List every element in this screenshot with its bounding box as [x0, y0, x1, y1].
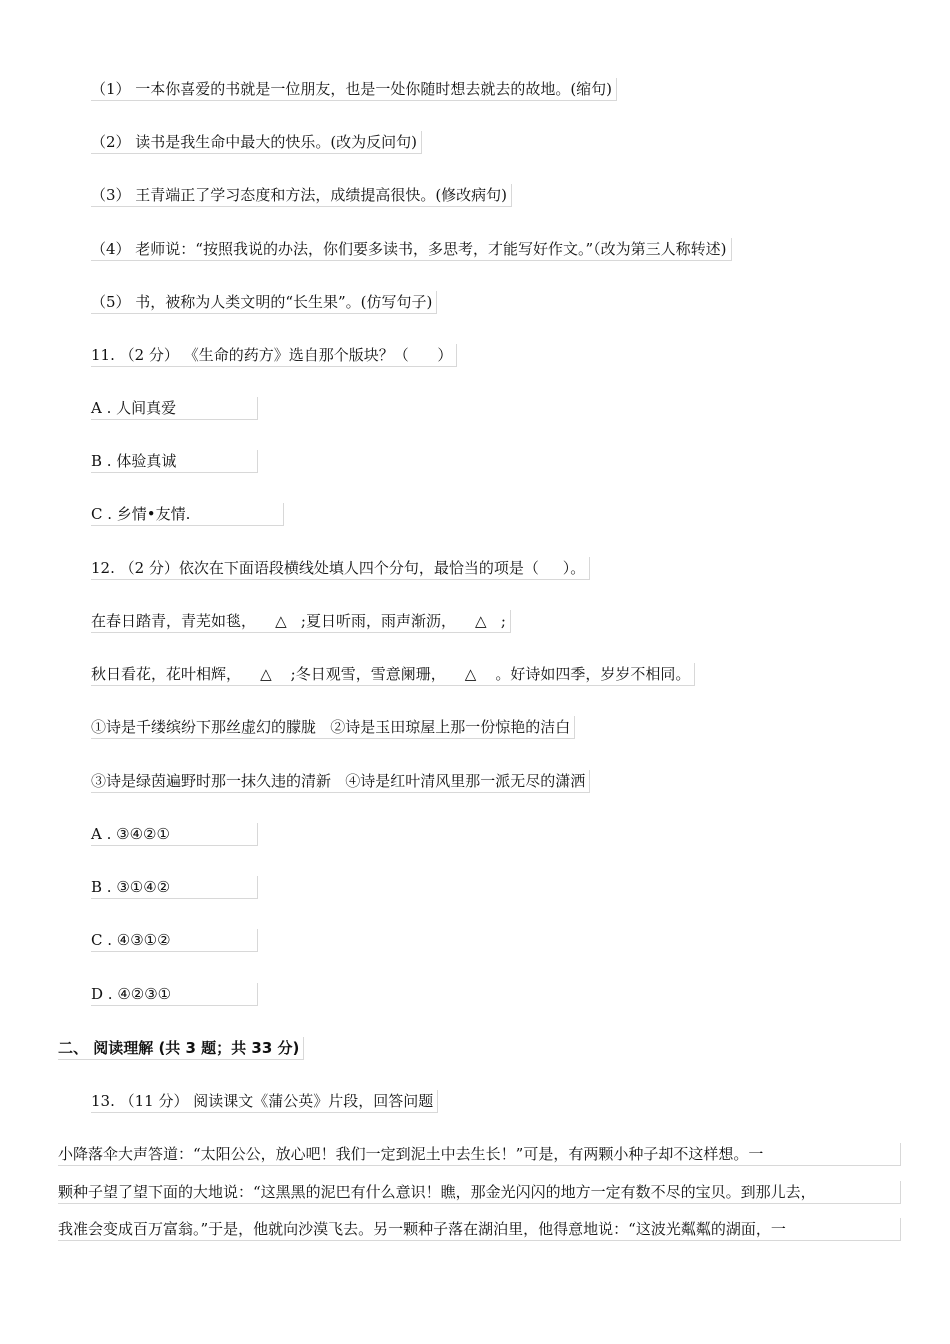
q13-paragraph-line-3: 我准会变成百万富翁。”于是，他就向沙漠飞去。另一颗种子落在湖泊里，他得意地说：“这波光粼粼的湖面，一	[58, 1218, 901, 1241]
q12-option-b[interactable]: B . ③①④②	[91, 876, 258, 899]
q10-item-5: （5） 书，被称为人类文明的“长生果”。(仿写句子)	[91, 291, 437, 314]
q12-stem: 12. （2 分）依次在下面语段横线处填人四个分句，最恰当的项是（ ）。	[91, 557, 590, 580]
q13-paragraph-line-1: 小降落伞大声答道：“太阳公公，放心吧！我们一定到泥土中去生长！”可是，有两颗小种子却不这样想。一	[58, 1143, 901, 1166]
q11-stem: 11. （2 分） 《生命的药方》选自那个版块？（ ）	[91, 344, 457, 367]
q13-stem: 13. （11 分） 阅读课文《蒲公英》片段，回答问题	[91, 1090, 438, 1113]
q11-option-c[interactable]: C . 乡情•友情.	[91, 503, 284, 526]
q11-option-a[interactable]: A . 人间真爱	[91, 397, 258, 420]
q12-clauses-line-1: ①诗是千缕缤纷下那丝虚幻的朦胧 ②诗是玉田琼屋上那一份惊艳的洁白	[91, 716, 575, 739]
q12-clauses-line-2: ③诗是绿茵遍野时那一抹久违的清新 ④诗是红叶清风里那一派无尽的潇洒	[91, 770, 590, 793]
q12-option-c[interactable]: C . ④③①②	[91, 929, 258, 952]
q13-paragraph-line-2: 颗种子望了望下面的大地说：“这黑黑的泥巴有什么意识！瞧，那金光闪闪的地方一定有数不尽的宝贝。到那儿去，	[58, 1181, 901, 1204]
q10-item-1: （1） 一本你喜爱的书就是一位朋友，也是一处你随时想去就去的故地。(缩句)	[91, 78, 617, 101]
q12-passage-line-2: 秋日看花，花叶相辉， △ ;冬日观雪，雪意阑珊， △ 。好诗如四季，岁岁不相同。	[91, 663, 695, 686]
q10-item-2: （2） 读书是我生命中最大的快乐。(改为反问句)	[91, 131, 422, 154]
q12-option-d[interactable]: D . ④②③①	[91, 983, 258, 1006]
section-2-heading: 二、 阅读理解 (共 3 题；共 33 分)	[58, 1037, 304, 1060]
q10-item-3: （3） 王青端正了学习态度和方法，成绩提高很快。(修改病句)	[91, 184, 512, 207]
q11-option-b[interactable]: B . 体验真诚	[91, 450, 258, 473]
q12-passage-line-1: 在春日踏青，青芜如毯， △ ;夏日听雨，雨声渐沥， △ ;	[91, 610, 511, 633]
q12-option-a[interactable]: A . ③④②①	[91, 823, 258, 846]
q10-item-4: （4） 老师说：“按照我说的办法，你们要多读书，多思考，才能写好作文。”（改为第三人称转述)	[91, 238, 732, 261]
